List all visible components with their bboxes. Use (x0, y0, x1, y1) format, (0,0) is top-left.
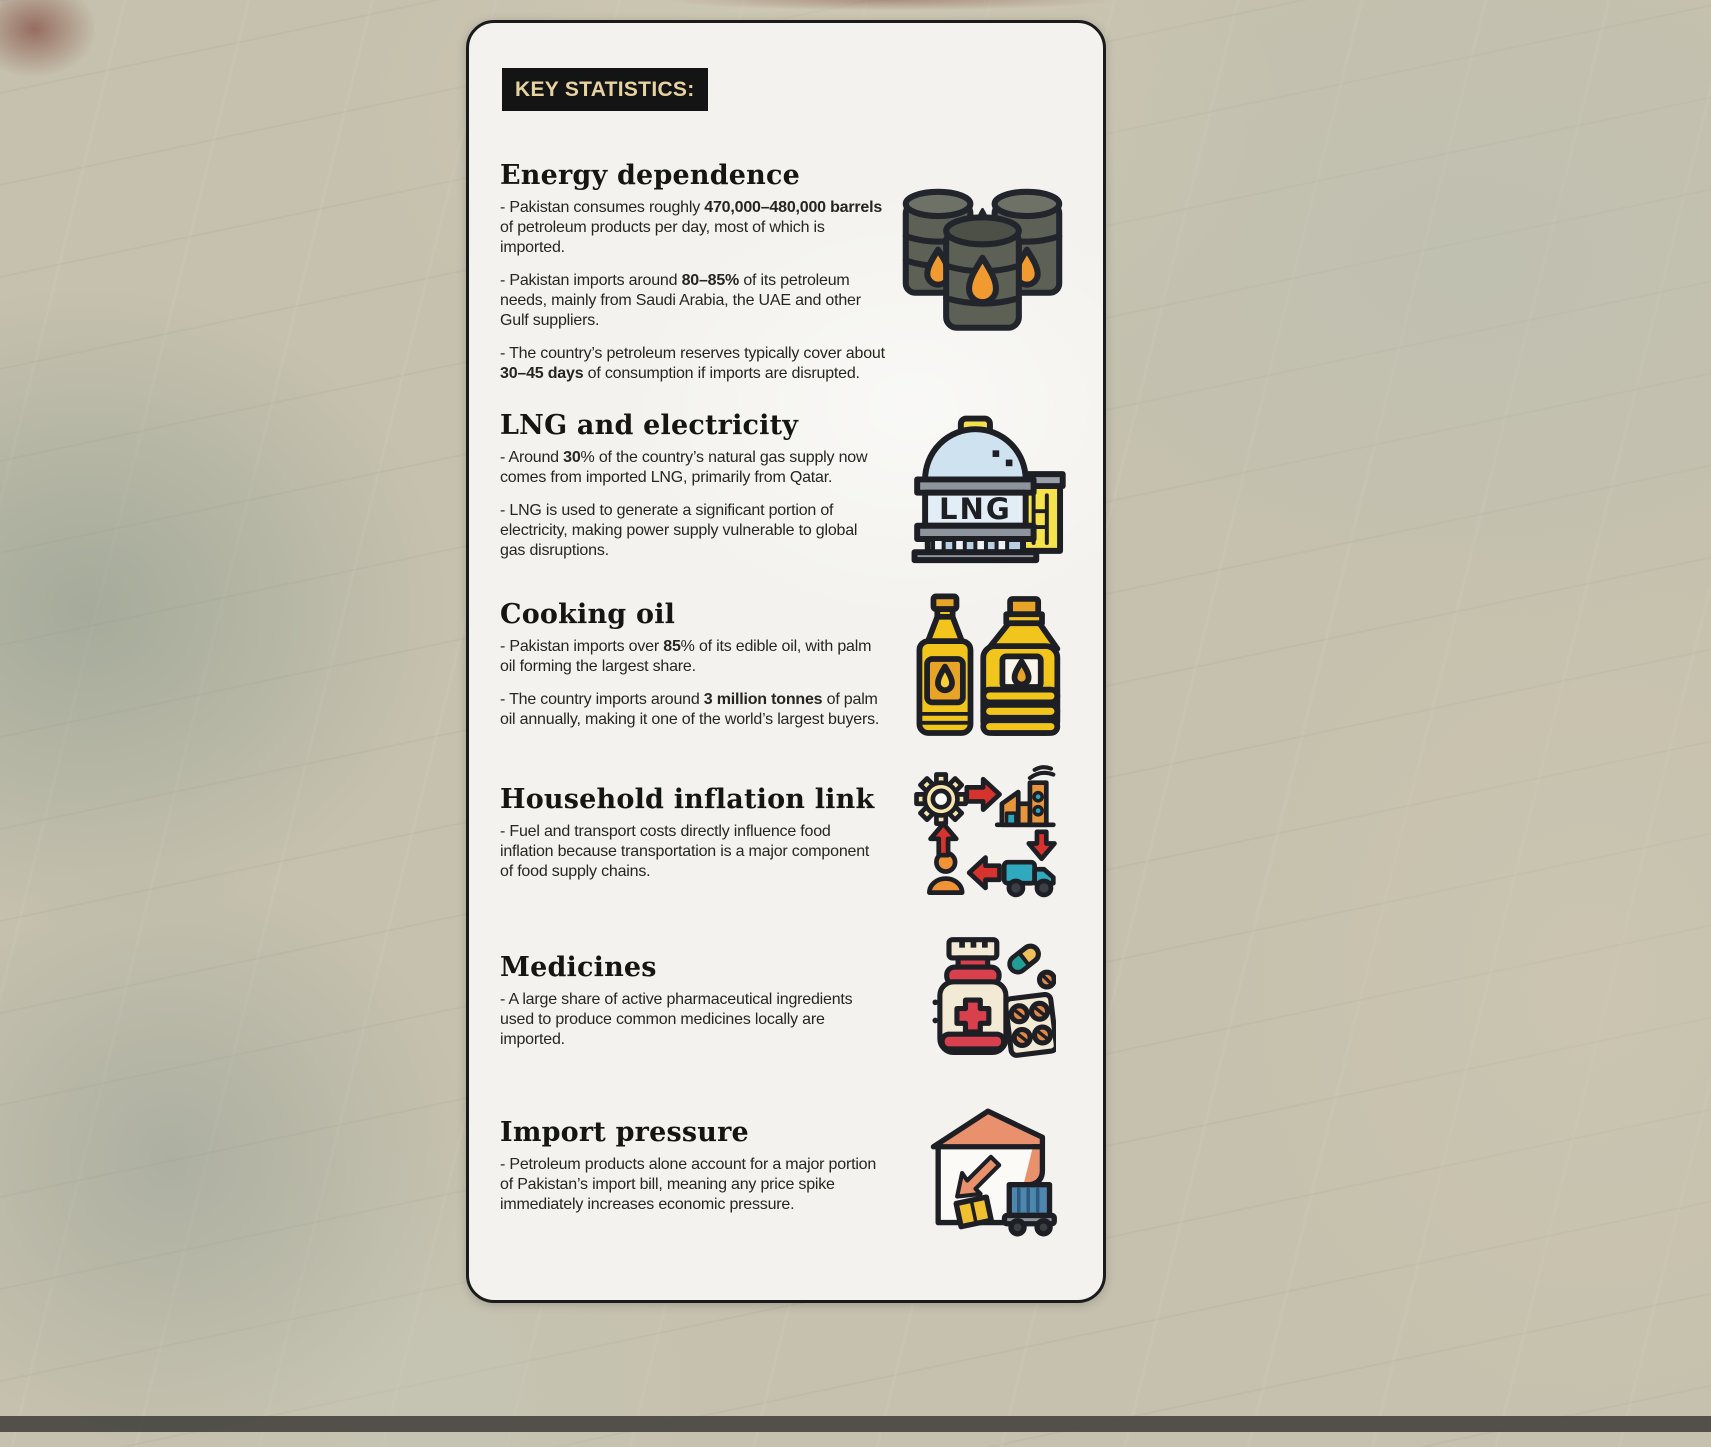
section (500, 934, 1071, 1068)
section (500, 1097, 1071, 1237)
section (500, 764, 1071, 902)
stat-highlight: 30–45 days (500, 364, 584, 382)
section-body (500, 822, 885, 882)
section-icon (893, 177, 1071, 336)
section-icon (893, 764, 1071, 902)
import-pressure-icon (905, 1097, 1059, 1237)
section (500, 408, 1071, 564)
oil-bottles-icon (899, 590, 1065, 741)
oil-barrels-icon (895, 177, 1070, 336)
section-body (500, 198, 885, 384)
section-body (500, 990, 885, 1050)
section-paragraph: - Around 30% of the country’s natural gas supply now comes from imported LNG, primarily from Qatar. (500, 448, 868, 486)
infographic-card (466, 20, 1106, 1303)
section-icon (893, 590, 1071, 741)
sections (500, 161, 1071, 1237)
stat-highlight: 80–85% (681, 271, 740, 289)
section-paragraph: - Pakistan imports around 80–85% of its petroleum needs, mainly from Saudi Arabia, the UAE and other Gulf suppliers. (500, 271, 861, 329)
stat-highlight: 3 million tonnes (703, 690, 823, 708)
section (500, 590, 1071, 741)
section-paragraph: - Petroleum products alone account for a major portion of Pakistan’s import bill, meaning any price spike immediately increases economic pressure. (500, 1156, 877, 1213)
stat-highlight: 85 (663, 637, 681, 655)
section-title: Import pressure (500, 1117, 749, 1149)
section-body (500, 448, 885, 561)
header-label: KEY STATISTICS: (515, 78, 695, 101)
table-edge (0, 1416, 1711, 1432)
section-title: Household inflation link (500, 784, 875, 816)
section (500, 161, 1071, 384)
stat-highlight: 30 (563, 448, 581, 466)
section-text (500, 600, 893, 730)
section-paragraph: - A large share of active pharmaceutical ingredients used to produce common medicines locally are imported. (500, 990, 853, 1048)
section-body (500, 1155, 885, 1215)
section-text (500, 161, 893, 384)
medicines-icon (908, 934, 1056, 1068)
lng-tank-icon (896, 408, 1068, 564)
section-paragraph: - Fuel and transport costs directly influence food inflation because transportation is a major component of food supply chains. (500, 822, 870, 880)
section-paragraph: - The country’s petroleum reserves typically cover about 30–45 days of consumption if imports are disrupted. (500, 344, 885, 382)
section-paragraph: - LNG is used to generate a significant portion of electricity, making power supply vulnerable to global gas disruptions. (500, 501, 858, 559)
section-text (500, 411, 893, 561)
section-title: Medicines (500, 952, 657, 984)
section-body (500, 637, 885, 730)
stat-highlight: 470,000–480,000 barrels (704, 198, 883, 216)
header-badge (502, 68, 708, 111)
section-paragraph: - Pakistan consumes roughly 470,000–480,000 barrels of petroleum products per day, most of which is imported. (500, 198, 883, 256)
section-title: Cooking oil (500, 599, 676, 631)
section-paragraph: - Pakistan imports over 85% of its edible oil, with palm oil forming the largest share. (500, 637, 872, 675)
section-text (500, 785, 893, 882)
section-icon (893, 1097, 1071, 1237)
section-title: Energy dependence (500, 160, 801, 191)
section-text (500, 1118, 893, 1215)
svg-text:LNG: LNG (939, 491, 1012, 526)
section-icon (893, 934, 1071, 1068)
section-paragraph: - The country imports around 3 million tonnes of palm oil annually, making it one of the world’s largest buyers. (500, 690, 880, 728)
section-icon (893, 408, 1071, 564)
section-text (500, 953, 893, 1050)
inflation-cycle-icon (906, 764, 1058, 902)
section-title: LNG and electricity (500, 409, 799, 441)
